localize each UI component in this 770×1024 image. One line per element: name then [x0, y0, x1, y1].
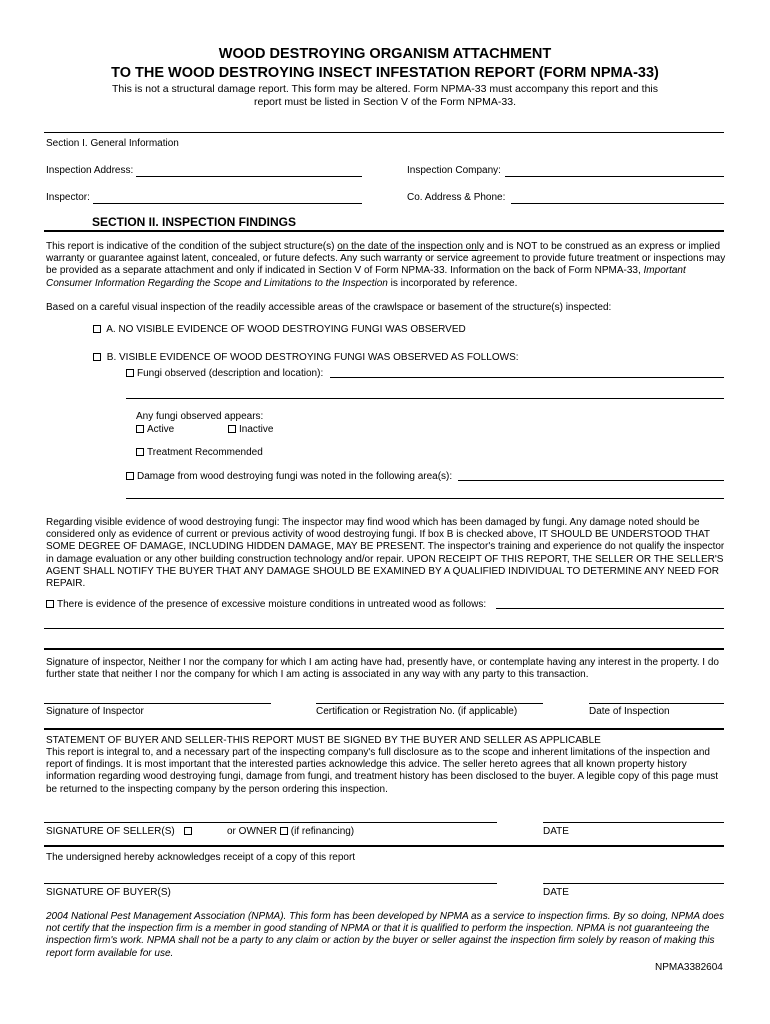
moisture-option: There is evidence of the presence of excessive moisture conditions in untreated wood as follows: [46, 599, 486, 610]
owner-label: or OWNER (if refinancing) [227, 826, 355, 837]
treatment-checkbox[interactable] [136, 448, 144, 456]
form-subtitle-line2: report must be listed in Section V of the Form NPMA-33. [253, 96, 517, 108]
statement-body: This report is integral to, and a necessary part of the inspecting company's full disclosure as to the scope and inherent limitations of the inspection and report of findings. It is most important that the interested parties acknowledge this advice. The seller hereto agrees that all known property history information regarding wood destroying fungi, damage from fungi, and treatment history has been disclosed to the buyer. A legible copy of this page must be returned to the inspecting company by the person ordering this inspection. [46, 747, 719, 795]
form-subtitle-line1: This is not a structural damage report. This form may be altered. Form NPMA-33 must accompany this report and this [111, 83, 659, 95]
option-a-checkbox[interactable] [93, 325, 101, 333]
moisture-field[interactable] [496, 608, 724, 609]
co-address-label: Co. Address & Phone: [407, 192, 506, 203]
section2-rule [44, 230, 724, 232]
option-b: B. VISIBLE EVIDENCE OF WOOD DESTROYING FUNGI WAS OBSERVED AS FOLLOWS: [93, 352, 519, 363]
footer-disclaimer: 2004 National Pest Management Association (NPMA). This form has been developed by NPMA as a service to inspection firms. By so doing, NPMA does not certify that the inspection firm is a member in good standing of NPMA or that it is qualified to perform the inspection. NPMA is not guaranteeing the inspection firm's work. NPMA shall not be a party to any claim or action by the buyer or seller against the inspection firm solely by reason of making this report form available for use. [46, 911, 725, 959]
treatment-option: Treatment Recommended [136, 447, 263, 458]
buyer-rule [44, 845, 724, 847]
signature-rule [44, 648, 724, 650]
buyer-signature-label: SIGNATURE OF BUYER(S) [46, 887, 171, 898]
inactive-checkbox[interactable] [228, 425, 236, 433]
divider [44, 132, 724, 133]
statement-heading: STATEMENT OF BUYER AND SELLER-THIS REPORT MUST BE SIGNED BY THE BUYER AND SELLER AS APPLICABLE [46, 735, 601, 746]
inspector-field[interactable] [93, 203, 362, 204]
seller-signature-field[interactable] [44, 822, 497, 823]
seller-checkbox[interactable] [184, 827, 192, 835]
cert-no-label: Certification or Registration No. (if applicable) [316, 706, 518, 717]
active-option: Active [136, 424, 174, 435]
section2-intro: This report is indicative of the condition of the subject structure(s) on the date of the inspection only and is NOT to be construed as an express or implied warranty or guarantee against latent, concealed, or future defects. Any such warranty or service agreement to provide future treatment or inspections may be provided as a separate attachment and only if indicated in Section V of Form NPMA-33. Information on the back of Form NPMA-33, Important Consumer Information Regarding the Scope and Limitations to the Inspection is incorporated by reference. [46, 241, 726, 289]
damage-field-2[interactable] [126, 498, 724, 499]
form-title-line2: TO THE WOOD DESTROYING INSECT INFESTATION REPORT (FORM NPMA-33) [111, 65, 659, 81]
active-checkbox[interactable] [136, 425, 144, 433]
form-code: NPMA3382604 [655, 962, 723, 973]
buyer-signature-field[interactable] [44, 883, 497, 884]
inspection-company-field[interactable] [505, 176, 724, 177]
damage-checkbox[interactable] [126, 472, 134, 480]
fungi-observed: Fungi observed (description and location): [126, 368, 323, 379]
fungi-observed-checkbox[interactable] [126, 369, 134, 377]
moisture-checkbox[interactable] [46, 600, 54, 608]
cert-no-field[interactable] [316, 703, 543, 704]
form-title-line1: WOOD DESTROYING ORGANISM ATTACHMENT [218, 46, 552, 62]
inspection-address-field[interactable] [136, 176, 362, 177]
fungi-observed-field[interactable] [330, 377, 724, 378]
seller-date-field[interactable] [543, 822, 724, 823]
option-a: A. NO VISIBLE EVIDENCE OF WOOD DESTROYING FUNGI WAS OBSERVED [93, 324, 466, 335]
based-on-text: Based on a careful visual inspection of the readily accessible areas of the crawlspace or basement of the structure(s) inspected: [46, 302, 612, 313]
co-address-field[interactable] [511, 203, 724, 204]
damage-option: Damage from wood destroying fungi was noted in the following area(s): [126, 471, 452, 482]
seller-signature-label: SIGNATURE OF SELLER(S) [46, 826, 195, 837]
inspection-date-field[interactable] [589, 703, 724, 704]
owner-checkbox[interactable] [280, 827, 288, 835]
moisture-field-2[interactable] [44, 628, 724, 629]
damage-field[interactable] [458, 480, 724, 481]
inactive-option: Inactive [228, 424, 273, 435]
section1-heading: Section I. General Information [46, 138, 179, 149]
section2-heading: SECTION II. INSPECTION FINDINGS [92, 215, 297, 229]
buyer-date-label: DATE [543, 887, 569, 898]
inspection-address-label: Inspection Address: [46, 165, 134, 176]
inspector-statement: Signature of inspector, Neither I nor the company for which I am acting have had, presently have, or contemplate having any interest in the property. I do further state that neither I nor the company for which I am acting is associated in any way with any party to this transaction. [46, 657, 719, 681]
fungi-observed-field-2[interactable] [126, 398, 724, 399]
date-of-inspection-label: Date of Inspection [589, 706, 670, 717]
inspection-company-label: Inspection Company: [407, 165, 501, 176]
statement-rule [44, 728, 724, 730]
option-b-checkbox[interactable] [93, 353, 101, 361]
any-fungi-text: Any fungi observed appears: [136, 411, 264, 422]
inspector-signature-field[interactable] [44, 703, 271, 704]
buyer-date-field[interactable] [543, 883, 724, 884]
seller-date-label: DATE [543, 826, 569, 837]
signature-of-inspector-label: Signature of Inspector [46, 706, 144, 717]
regarding-paragraph: Regarding visible evidence of wood destroying fungi: The inspector may find wood which has been damaged by fungi. Any damage noted should be considered only as evidence of current or previous activity of wood destroying fungi. If box B is checked above, IT SHOULD BE UNDERSTOOD THAT SOME DEGREE OF DAMAGE, INCLUDING HIDDEN DAMAGE, MAY BE PRESENT. The inspector's training and experience do not qualify the inspector in damage evaluation or any other building construction technology and/or repair. UPON RECEIPT OF THIS REPORT, THE SELLER OR THE SELLER'S AGENT SHALL NOTIFY THE BUYER THAT ANY DAMAGE SHOULD BE EXAMINED BY A QUALIFIED INDIVIDUAL TO DETERMINE ANY NEED FOR REPAIR. [46, 517, 725, 590]
inspector-label: Inspector: [46, 192, 90, 203]
acknowledge-text: The undersigned hereby acknowledges receipt of a copy of this report [46, 852, 356, 863]
